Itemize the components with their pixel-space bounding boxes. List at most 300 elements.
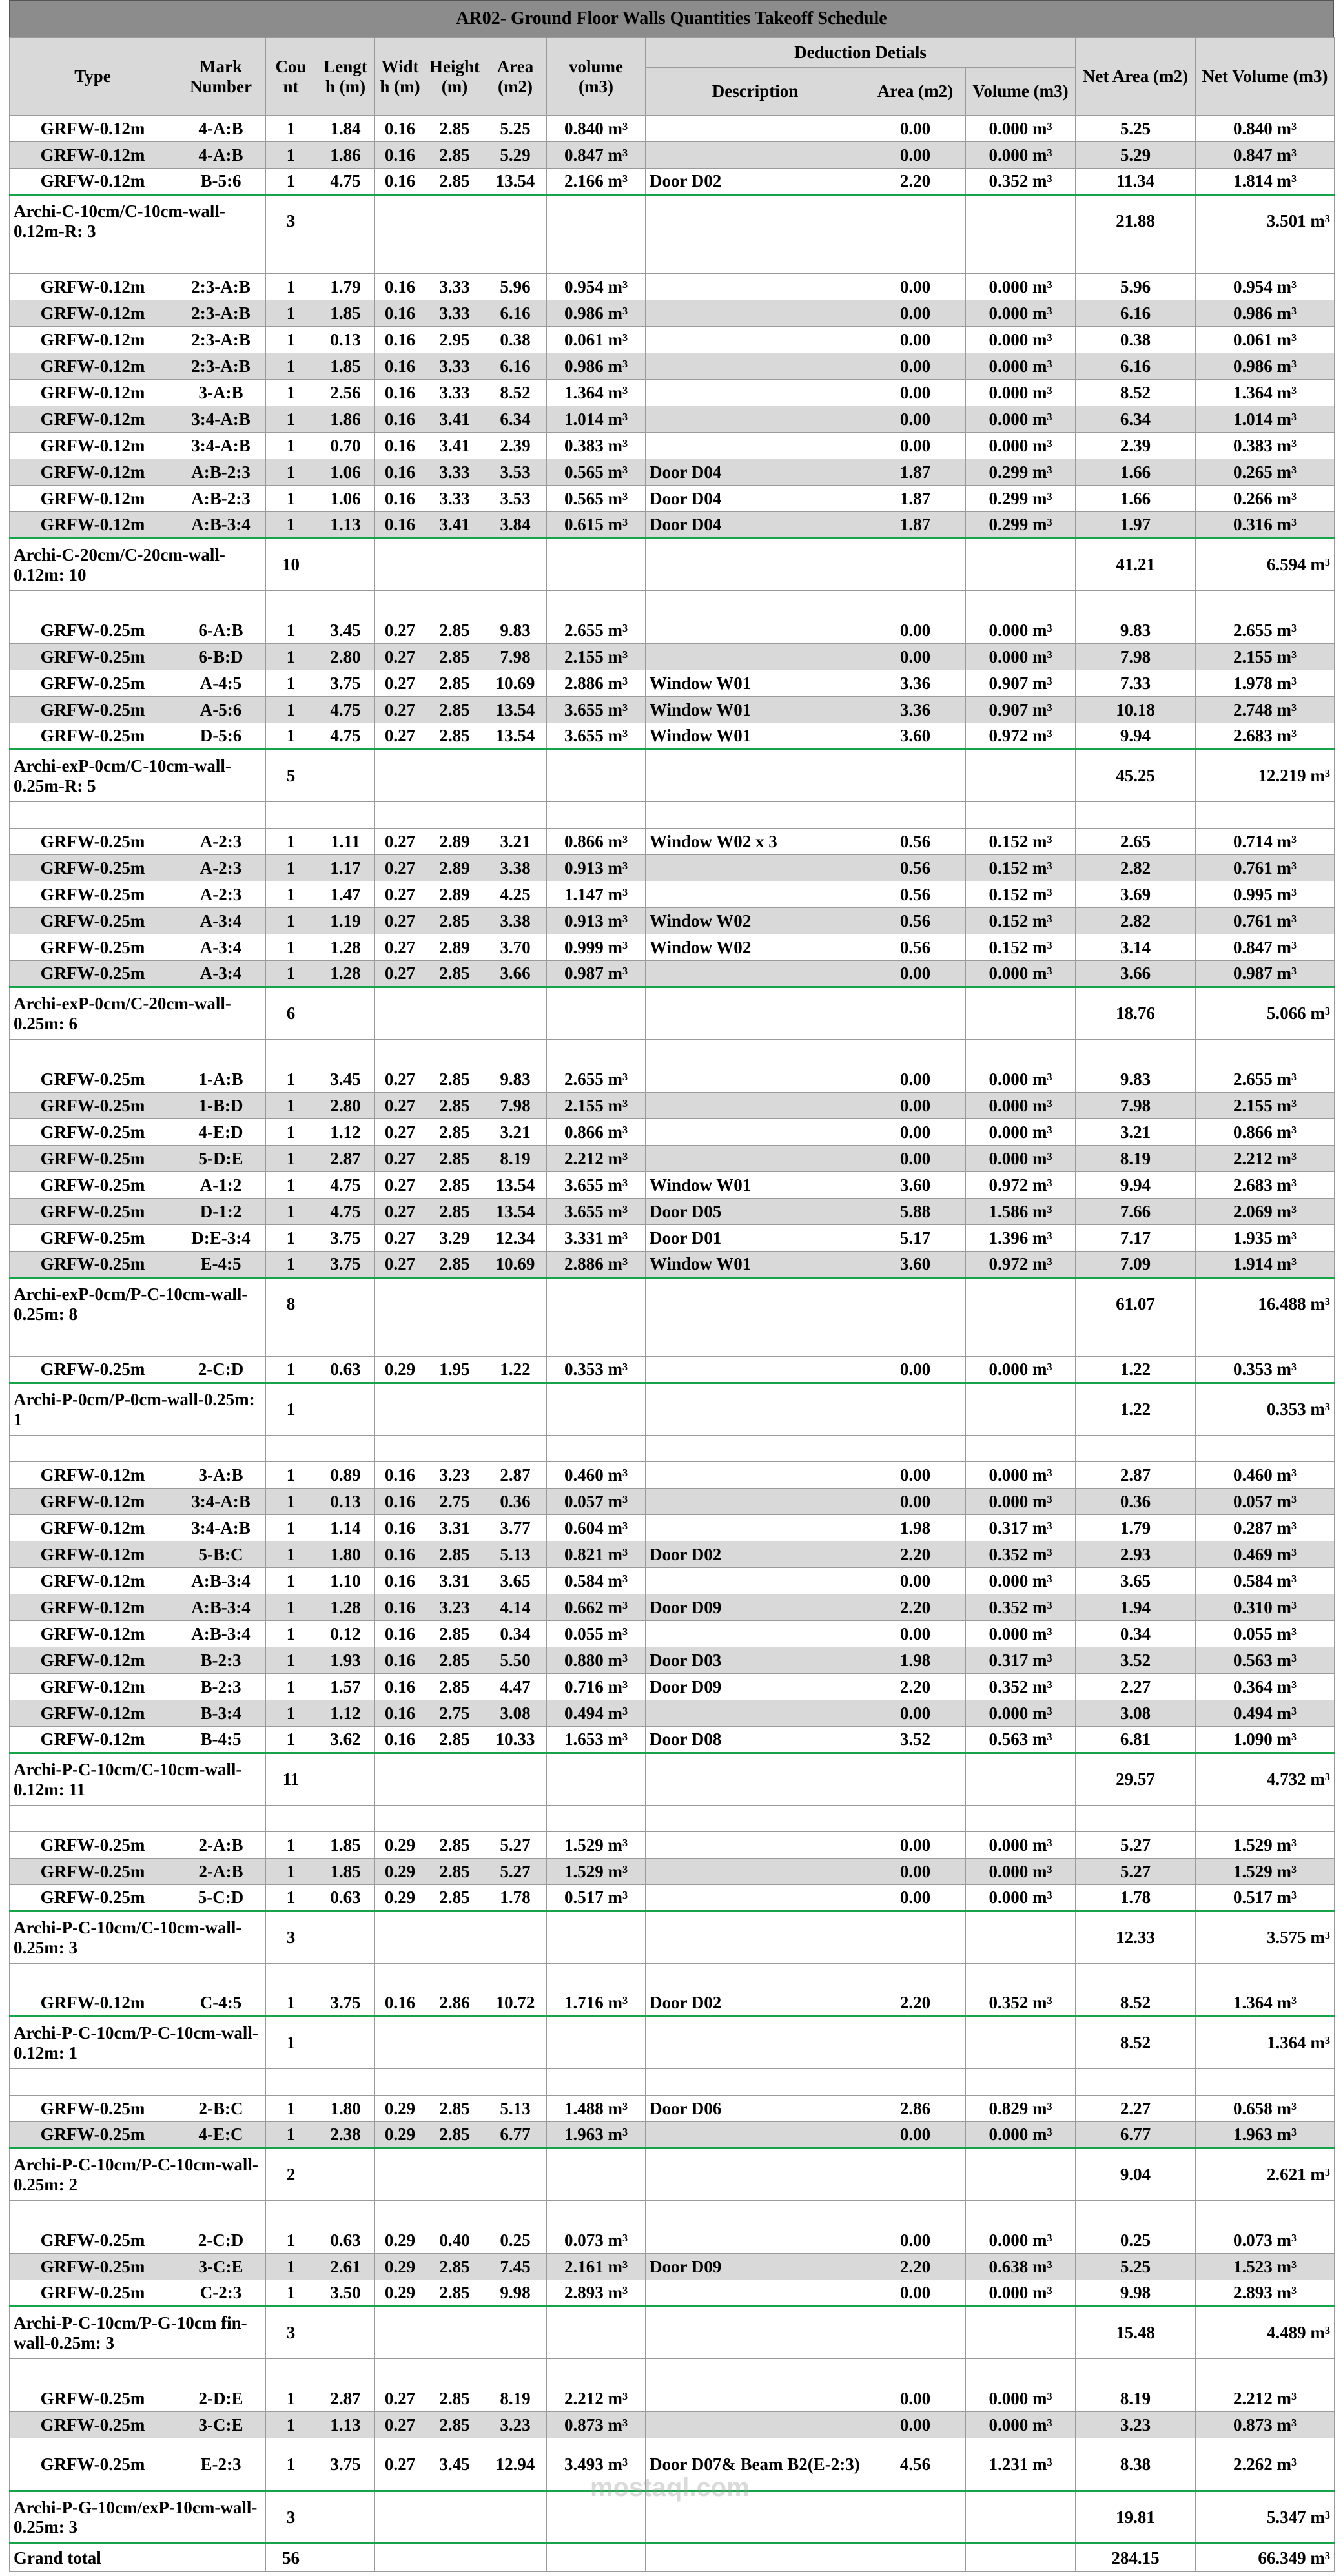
cell-deduction-area: 0.00 — [865, 1119, 966, 1146]
cell-area: 3.70 — [484, 934, 547, 961]
group-summary-row — [10, 539, 1335, 591]
empty-cell — [425, 2359, 484, 2385]
cell-mark: A-2:3 — [176, 855, 266, 881]
empty-cell — [484, 591, 547, 617]
cell-volume: 0.584 m³ — [547, 1568, 646, 1594]
empty-cell — [865, 539, 966, 591]
cell-description — [646, 617, 865, 644]
cell-net-volume: 0.987 m³ — [1196, 961, 1335, 987]
cell-deduction-volume: 0.907 m³ — [966, 670, 1076, 697]
cell-mark: B-4:5 — [176, 1727, 266, 1753]
cell-length: 1.47 — [316, 881, 375, 908]
empty-cell — [547, 1964, 646, 1990]
cell-type: GRFW-0.12m — [10, 433, 176, 459]
empty-cell — [375, 1436, 425, 1462]
cell-area: 0.34 — [484, 1621, 547, 1647]
cell-deduction-area: 0.00 — [865, 274, 966, 300]
cell-height: 3.31 — [425, 1568, 484, 1594]
table-row — [10, 2227, 1335, 2254]
table-row — [10, 2412, 1335, 2438]
cell-type: GRFW-0.25m — [10, 2385, 176, 2412]
cell-type: GRFW-0.12m — [10, 1700, 176, 1727]
empty-cell — [10, 247, 176, 274]
empty-cell — [1076, 1330, 1196, 1357]
cell-net-volume: 0.469 m³ — [1196, 1541, 1335, 1568]
group-label: Archi-exP-0cm/P-C-10cm-wall-0.25m: 8 — [10, 1278, 266, 1330]
table-row — [10, 829, 1335, 855]
empty-cell — [547, 750, 646, 802]
empty-cell — [266, 802, 316, 829]
cell-length: 0.63 — [316, 1357, 375, 1383]
cell-mark: 3-A:B — [176, 1462, 266, 1489]
table-row — [10, 881, 1335, 908]
cell-net-volume: 2.683 m³ — [1196, 1172, 1335, 1199]
cell-volume: 0.517 m³ — [547, 1885, 646, 1911]
table-row — [10, 1832, 1335, 1859]
empty-cell — [865, 1040, 966, 1066]
cell-type: GRFW-0.12m — [10, 1489, 176, 1515]
cell-area: 3.21 — [484, 1119, 547, 1146]
cell-width: 0.16 — [375, 1990, 425, 2017]
cell-description — [646, 1700, 865, 1727]
cell-count: 1 — [266, 1541, 316, 1568]
cell-width: 0.27 — [375, 829, 425, 855]
group-net-volume: 16.488 m³ — [1196, 1278, 1335, 1330]
empty-cell — [484, 802, 547, 829]
empty-cell — [966, 2069, 1076, 2096]
empty-cell — [547, 2069, 646, 2096]
cell-length: 3.50 — [316, 2280, 375, 2307]
empty-cell — [484, 2201, 547, 2227]
empty-cell — [547, 1753, 646, 1806]
table-row — [10, 1594, 1335, 1621]
cell-mark: A-1:2 — [176, 1172, 266, 1199]
cell-mark: 2-D:E — [176, 2385, 266, 2412]
empty-cell — [646, 1911, 865, 1964]
cell-net-volume: 0.840 m³ — [1196, 116, 1335, 142]
cell-net-area: 6.34 — [1076, 406, 1196, 433]
spacer-row — [10, 2359, 1335, 2385]
cell-count: 1 — [266, 1172, 316, 1199]
empty-cell — [966, 1806, 1076, 1832]
group-net-area: 41.21 — [1076, 539, 1196, 591]
empty-cell — [865, 1278, 966, 1330]
cell-volume: 0.073 m³ — [547, 2227, 646, 2254]
empty-cell — [865, 2017, 966, 2069]
cell-deduction-area: 0.00 — [865, 644, 966, 670]
group-net-volume: 3.501 m³ — [1196, 195, 1335, 247]
cell-mark: 3:4-A:B — [176, 433, 266, 459]
cell-volume: 2.161 m³ — [547, 2254, 646, 2280]
cell-deduction-volume: 0.000 m³ — [966, 274, 1076, 300]
cell-area: 1.22 — [484, 1357, 547, 1383]
table-row — [10, 1727, 1335, 1753]
empty-cell — [547, 2359, 646, 2385]
cell-deduction-volume: 0.152 m³ — [966, 934, 1076, 961]
cell-length: 1.85 — [316, 1859, 375, 1885]
cell-description — [646, 274, 865, 300]
cell-mark: B-5:6 — [176, 169, 266, 195]
table-row — [10, 644, 1335, 670]
cell-deduction-area: 1.87 — [865, 486, 966, 512]
cell-width: 0.27 — [375, 934, 425, 961]
cell-type: GRFW-0.12m — [10, 512, 176, 539]
empty-cell — [10, 2359, 176, 2385]
cell-net-area: 8.19 — [1076, 1146, 1196, 1172]
cell-length: 0.63 — [316, 2227, 375, 2254]
cell-area: 4.47 — [484, 1674, 547, 1700]
cell-count: 1 — [266, 1700, 316, 1727]
cell-net-volume: 0.265 m³ — [1196, 459, 1335, 486]
empty-cell — [547, 591, 646, 617]
cell-mark: A-3:4 — [176, 908, 266, 934]
empty-cell — [484, 1383, 547, 1436]
cell-net-volume: 0.563 m³ — [1196, 1647, 1335, 1674]
cell-deduction-area: 3.36 — [865, 670, 966, 697]
cell-deduction-area: 0.56 — [865, 934, 966, 961]
cell-length: 1.17 — [316, 855, 375, 881]
cell-count: 1 — [266, 1252, 316, 1278]
cell-net-area: 2.27 — [1076, 1674, 1196, 1700]
group-summary-row — [10, 987, 1335, 1040]
empty-cell — [375, 750, 425, 802]
cell-net-volume: 1.364 m³ — [1196, 380, 1335, 406]
cell-area: 5.13 — [484, 1541, 547, 1568]
cell-length: 2.87 — [316, 2385, 375, 2412]
cell-mark: 2:3-A:B — [176, 327, 266, 353]
cell-deduction-area: 0.00 — [865, 1066, 966, 1093]
cell-width: 0.29 — [375, 2254, 425, 2280]
cell-height: 3.33 — [425, 300, 484, 327]
cell-type: GRFW-0.12m — [10, 327, 176, 353]
empty-cell — [865, 987, 966, 1040]
cell-deduction-volume: 0.563 m³ — [966, 1727, 1076, 1753]
cell-deduction-area: 2.86 — [865, 2096, 966, 2122]
table-body — [10, 116, 1335, 2572]
cell-net-area: 7.66 — [1076, 1199, 1196, 1225]
cell-volume: 1.653 m³ — [547, 1727, 646, 1753]
cell-description: Door D04 — [646, 486, 865, 512]
cell-type: GRFW-0.12m — [10, 300, 176, 327]
empty-cell — [865, 1330, 966, 1357]
table-row — [10, 433, 1335, 459]
cell-deduction-area: 0.00 — [865, 433, 966, 459]
cell-net-area: 3.69 — [1076, 881, 1196, 908]
cell-deduction-volume: 0.638 m³ — [966, 2254, 1076, 2280]
watermark: mostaql.com — [590, 2473, 750, 2502]
empty-cell — [547, 2201, 646, 2227]
table-row — [10, 1674, 1335, 1700]
cell-description: Window W02 — [646, 908, 865, 934]
cell-mark: 2-A:B — [176, 1859, 266, 1885]
group-summary-row — [10, 1383, 1335, 1436]
cell-type: GRFW-0.25m — [10, 617, 176, 644]
empty-cell — [484, 1964, 547, 1990]
cell-deduction-area: 1.87 — [865, 512, 966, 539]
cell-count: 1 — [266, 1885, 316, 1911]
empty-cell — [1196, 1964, 1335, 1990]
cell-deduction-volume: 0.000 m³ — [966, 1621, 1076, 1647]
cell-length: 0.13 — [316, 327, 375, 353]
cell-net-volume: 0.866 m³ — [1196, 1119, 1335, 1146]
cell-height: 2.85 — [425, 908, 484, 934]
cell-type: GRFW-0.25m — [10, 829, 176, 855]
empty-cell — [966, 591, 1076, 617]
cell-deduction-volume: 0.152 m³ — [966, 855, 1076, 881]
cell-deduction-volume: 0.000 m³ — [966, 1357, 1076, 1383]
cell-area: 8.19 — [484, 1146, 547, 1172]
cell-deduction-volume: 0.352 m³ — [966, 169, 1076, 195]
cell-net-area: 0.36 — [1076, 1489, 1196, 1515]
cell-height: 2.85 — [425, 1647, 484, 1674]
group-net-volume: 2.621 m³ — [1196, 2148, 1335, 2201]
empty-cell — [425, 2069, 484, 2096]
cell-length: 3.75 — [316, 1252, 375, 1278]
empty-cell — [865, 247, 966, 274]
cell-deduction-volume: 0.352 m³ — [966, 1541, 1076, 1568]
cell-deduction-area: 0.00 — [865, 617, 966, 644]
cell-description — [646, 1119, 865, 1146]
cell-deduction-volume: 0.352 m³ — [966, 1674, 1076, 1700]
group-count: 3 — [266, 2307, 316, 2359]
empty-cell — [865, 2491, 966, 2544]
cell-description: Door D02 — [646, 169, 865, 195]
cell-height: 2.85 — [425, 2122, 484, 2148]
cell-height: 2.85 — [425, 2412, 484, 2438]
cell-net-volume: 2.262 m³ — [1196, 2438, 1335, 2491]
empty-cell — [547, 195, 646, 247]
empty-cell — [375, 1806, 425, 1832]
cell-deduction-area: 0.00 — [865, 2385, 966, 2412]
table-row — [10, 2122, 1335, 2148]
cell-description — [646, 2122, 865, 2148]
cell-net-area: 2.82 — [1076, 855, 1196, 881]
empty-cell — [966, 539, 1076, 591]
cell-length: 2.61 — [316, 2254, 375, 2280]
cell-area: 3.66 — [484, 961, 547, 987]
cell-volume: 0.615 m³ — [547, 512, 646, 539]
cell-deduction-volume: 0.317 m³ — [966, 1647, 1076, 1674]
cell-mark: 1-B:D — [176, 1093, 266, 1119]
cell-net-volume: 2.212 m³ — [1196, 2385, 1335, 2412]
empty-cell — [375, 2069, 425, 2096]
empty-cell — [865, 2148, 966, 2201]
cell-count: 1 — [266, 1066, 316, 1093]
cell-volume: 0.716 m³ — [547, 1674, 646, 1700]
cell-net-area: 7.33 — [1076, 670, 1196, 697]
group-label: Archi-P-C-10cm/C-10cm-wall-0.25m: 3 — [10, 1911, 266, 1964]
cell-description: Window W01 — [646, 697, 865, 723]
cell-length: 3.75 — [316, 1225, 375, 1252]
cell-net-volume: 0.986 m³ — [1196, 300, 1335, 327]
cell-deduction-area: 0.56 — [865, 829, 966, 855]
table-row — [10, 2254, 1335, 2280]
cell-type: GRFW-0.25m — [10, 2412, 176, 2438]
empty-cell — [865, 195, 966, 247]
empty-cell — [646, 1806, 865, 1832]
empty-cell — [425, 2544, 484, 2572]
cell-net-volume: 1.914 m³ — [1196, 1252, 1335, 1278]
empty-cell — [547, 2148, 646, 2201]
empty-cell — [646, 802, 865, 829]
cell-area: 10.69 — [484, 670, 547, 697]
cell-length: 1.06 — [316, 459, 375, 486]
cell-mark: 3:4-A:B — [176, 1515, 266, 1541]
cell-deduction-area: 0.00 — [865, 1489, 966, 1515]
cell-description: Door D05 — [646, 1199, 865, 1225]
cell-net-area: 9.83 — [1076, 1066, 1196, 1093]
empty-cell — [547, 1383, 646, 1436]
cell-volume: 3.331 m³ — [547, 1225, 646, 1252]
empty-cell — [316, 247, 375, 274]
cell-count: 1 — [266, 459, 316, 486]
cell-area: 3.21 — [484, 829, 547, 855]
cell-description — [646, 2385, 865, 2412]
cell-height: 2.85 — [425, 617, 484, 644]
table-row — [10, 274, 1335, 300]
cell-type: GRFW-0.12m — [10, 1990, 176, 2017]
cell-description — [646, 1885, 865, 1911]
spacer-row — [10, 1330, 1335, 1357]
empty-cell — [484, 1330, 547, 1357]
cell-height: 3.31 — [425, 1515, 484, 1541]
empty-cell — [484, 539, 547, 591]
empty-cell — [966, 2201, 1076, 2227]
cell-count: 1 — [266, 1594, 316, 1621]
group-count: 3 — [266, 2491, 316, 2544]
empty-cell — [316, 1911, 375, 1964]
empty-cell — [547, 1806, 646, 1832]
cell-count: 1 — [266, 1462, 316, 1489]
cell-area: 6.16 — [484, 353, 547, 380]
header-net-area: Net Area (m2) — [1076, 38, 1196, 116]
cell-description — [646, 433, 865, 459]
cell-net-volume: 0.761 m³ — [1196, 908, 1335, 934]
cell-net-volume: 2.893 m³ — [1196, 2280, 1335, 2307]
cell-height: 2.86 — [425, 1990, 484, 2017]
cell-height: 2.89 — [425, 881, 484, 908]
cell-deduction-area: 0.00 — [865, 1093, 966, 1119]
cell-height: 2.85 — [425, 1621, 484, 1647]
cell-area: 4.25 — [484, 881, 547, 908]
cell-count: 1 — [266, 855, 316, 881]
cell-volume: 3.655 m³ — [547, 1172, 646, 1199]
empty-cell — [375, 1040, 425, 1066]
table-row — [10, 961, 1335, 987]
empty-cell — [375, 1964, 425, 1990]
empty-cell — [266, 247, 316, 274]
table-row — [10, 1885, 1335, 1911]
empty-cell — [316, 2017, 375, 2069]
empty-cell — [1196, 1040, 1335, 1066]
cell-width: 0.16 — [375, 353, 425, 380]
header-width: Widt h (m) — [375, 38, 425, 116]
cell-deduction-area: 0.00 — [865, 1146, 966, 1172]
table-row — [10, 1093, 1335, 1119]
empty-cell — [646, 2148, 865, 2201]
cell-deduction-volume: 0.299 m³ — [966, 459, 1076, 486]
empty-cell — [10, 2069, 176, 2096]
cell-deduction-volume: 0.000 m³ — [966, 2412, 1076, 2438]
group-net-area: 12.33 — [1076, 1911, 1196, 1964]
empty-cell — [425, 1911, 484, 1964]
cell-mark: 3:4-A:B — [176, 1489, 266, 1515]
grand-total-count: 56 — [266, 2544, 316, 2572]
cell-description: Window W01 — [646, 723, 865, 750]
cell-count: 1 — [266, 829, 316, 855]
quantities-table — [9, 37, 1335, 2572]
group-count: 1 — [266, 1383, 316, 1436]
cell-area: 7.45 — [484, 2254, 547, 2280]
cell-count: 1 — [266, 353, 316, 380]
empty-cell — [316, 2307, 375, 2359]
empty-cell — [966, 1330, 1076, 1357]
empty-cell — [1076, 2069, 1196, 2096]
empty-cell — [484, 1040, 547, 1066]
cell-area: 10.72 — [484, 1990, 547, 2017]
cell-volume: 0.847 m³ — [547, 142, 646, 169]
cell-height: 2.85 — [425, 1199, 484, 1225]
empty-cell — [375, 247, 425, 274]
table-row — [10, 1462, 1335, 1489]
empty-cell — [547, 539, 646, 591]
table-row — [10, 353, 1335, 380]
cell-net-volume: 0.847 m³ — [1196, 142, 1335, 169]
cell-deduction-area: 0.00 — [865, 116, 966, 142]
cell-net-area: 3.66 — [1076, 961, 1196, 987]
table-row — [10, 169, 1335, 195]
cell-deduction-volume: 0.000 m³ — [966, 406, 1076, 433]
cell-type: GRFW-0.12m — [10, 1727, 176, 1753]
table-row — [10, 1357, 1335, 1383]
cell-length: 1.28 — [316, 1594, 375, 1621]
cell-net-area: 3.14 — [1076, 934, 1196, 961]
empty-cell — [375, 539, 425, 591]
empty-cell — [176, 802, 266, 829]
empty-cell — [1076, 1040, 1196, 1066]
table-row — [10, 670, 1335, 697]
empty-cell — [316, 750, 375, 802]
cell-count: 1 — [266, 1225, 316, 1252]
empty-cell — [375, 802, 425, 829]
cell-description: Window W02 — [646, 934, 865, 961]
empty-cell — [266, 1330, 316, 1357]
cell-net-area: 9.98 — [1076, 2280, 1196, 2307]
cell-deduction-volume: 0.907 m³ — [966, 697, 1076, 723]
empty-cell — [316, 1436, 375, 1462]
cell-width: 0.16 — [375, 274, 425, 300]
cell-net-area: 8.52 — [1076, 380, 1196, 406]
cell-net-area: 11.34 — [1076, 169, 1196, 195]
cell-area: 3.77 — [484, 1515, 547, 1541]
cell-height: 3.33 — [425, 353, 484, 380]
empty-cell — [1196, 2359, 1335, 2385]
cell-area: 3.84 — [484, 512, 547, 539]
empty-cell — [1076, 2201, 1196, 2227]
cell-width: 0.16 — [375, 1594, 425, 1621]
spacer-row — [10, 1964, 1335, 1990]
cell-volume: 0.821 m³ — [547, 1541, 646, 1568]
grand-total-net-volume: 66.349 m³ — [1196, 2544, 1335, 2572]
empty-cell — [425, 2148, 484, 2201]
cell-net-volume: 1.529 m³ — [1196, 1859, 1335, 1885]
cell-deduction-volume: 0.000 m³ — [966, 1885, 1076, 1911]
cell-count: 1 — [266, 1621, 316, 1647]
empty-cell — [1076, 247, 1196, 274]
cell-type: GRFW-0.25m — [10, 644, 176, 670]
cell-deduction-area: 2.20 — [865, 1541, 966, 1568]
empty-cell — [484, 2017, 547, 2069]
